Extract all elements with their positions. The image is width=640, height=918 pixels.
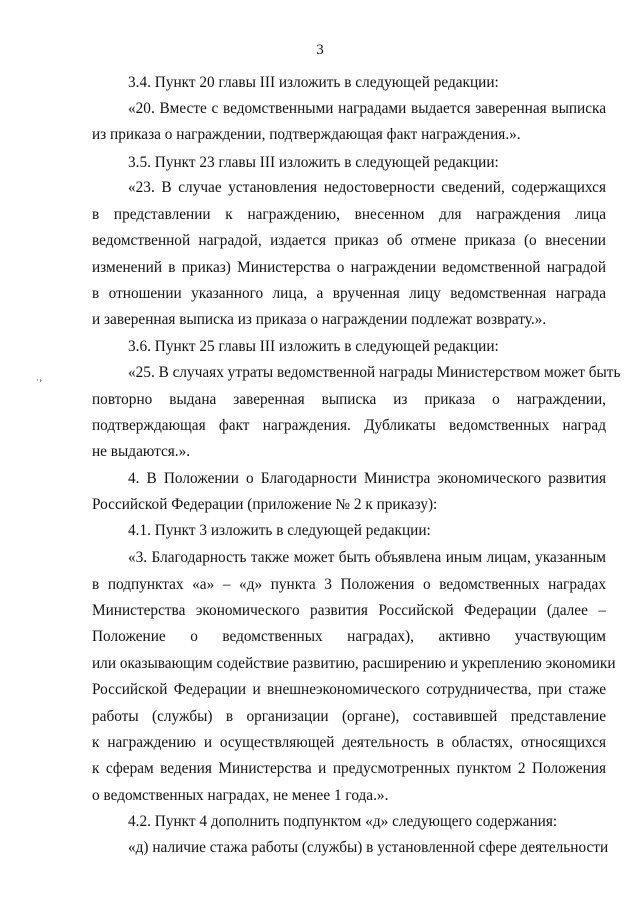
text-line: к сферам ведения Министерства и предусмотренных пунктом 2 Положения: [92, 760, 606, 777]
text-line: из приказа о награждении, подтверждающая факт награждения.».: [92, 126, 521, 143]
paragraph-heading-3-5: 3.5. Пункт 23 главы III изложить в следующей редакции:: [128, 154, 499, 171]
text-line: в отношении указанного лица, а врученная лицу ведомственная награда: [92, 285, 606, 302]
text-line: Министерства экономического развития Российской Федерации (далее –: [92, 602, 606, 619]
text-line: подтверждающая факт награждения. Дубликаты ведомственных наград: [92, 417, 606, 434]
paragraph-heading-4-1: 4.1. Пункт 3 изложить в следующей редакции:: [128, 522, 431, 539]
scan-artifact: ·›: [36, 375, 42, 385]
text-line: не выдаются.».: [92, 443, 191, 460]
text-line: к награждению и осуществляющей деятельность в областях, относящихся: [92, 734, 606, 751]
text-line: или оказывающим содействие развитию, расширению и укреплению экономики: [92, 655, 616, 672]
text-line: «3. Благодарность также может быть объявлена иным лицам, указанным: [128, 549, 606, 566]
paragraph-heading-3-6: 3.6. Пункт 25 главы III изложить в следующей редакции:: [128, 338, 499, 355]
text-line: изменений в приказ) Министерства о награждении ведомственной наградой: [92, 259, 606, 276]
text-line: «25. В случаях утраты ведомственной награды Министерством может быть: [128, 364, 621, 381]
text-line: в представлении к награждению, внесенном для награждения лица: [92, 206, 606, 223]
text-line: о ведомственных наградах, не менее 1 года.».: [92, 787, 389, 804]
text-line: повторно выдана заверенная выписка из приказа о награждении,: [92, 391, 606, 408]
paragraph-heading-4: 4. В Положении о Благодарности Министра экономического развития: [128, 470, 606, 487]
text-line: и заверенная выписка из приказа о награждении подлежат возврату.».: [92, 311, 547, 328]
text-line: Положение о ведомственных наградах), активно участвующим: [92, 628, 606, 645]
text-line: «20. Вместе с ведомственными наградами выдается заверенная выписка: [128, 100, 606, 117]
paragraph-heading-3-4: 3.4. Пункт 20 главы III изложить в следующей редакции:: [128, 74, 499, 91]
text-line: ведомственной наградой, издается приказ об отмене приказа (о внесении: [92, 232, 606, 249]
text-line: «д) наличие стажа работы (службы) в установленной сфере деятельности: [128, 839, 609, 856]
paragraph-heading-4-2: 4.2. Пункт 4 дополнить подпунктом «д» следующего содержания:: [128, 813, 558, 830]
page-number: 3: [316, 42, 324, 58]
text-line: Российской Федерации (приложение № 2 к приказу):: [92, 496, 438, 513]
text-line: работы (службы) в организации (органе), составившей представление: [92, 708, 606, 725]
text-line: «23. В случае установления недостоверности сведений, содержащихся: [128, 179, 606, 196]
text-line: Российской Федерации и внешнеэкономического сотрудничества, при стаже: [92, 681, 606, 698]
text-line: в подпунктах «а» – «д» пункта 3 Положения о ведомственных наградах: [92, 576, 606, 593]
